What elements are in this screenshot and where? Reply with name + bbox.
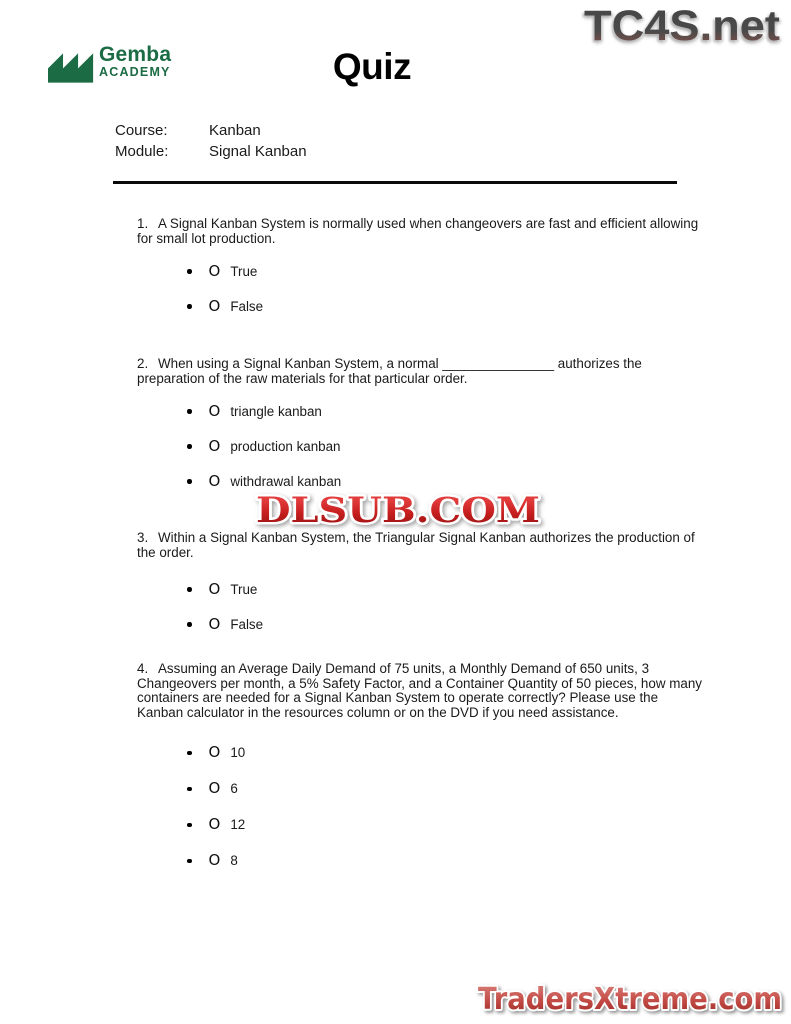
radio-glyph[interactable]: O bbox=[208, 402, 221, 421]
question-4-options bbox=[0, 745, 791, 868]
bullet-icon bbox=[187, 409, 192, 414]
course-meta bbox=[115, 121, 307, 162]
module-row bbox=[115, 142, 307, 163]
radio-glyph[interactable]: O bbox=[208, 779, 221, 798]
radio-glyph[interactable]: O bbox=[208, 851, 221, 870]
logo-subtitle: ACADEMY bbox=[99, 65, 171, 79]
tradersxtreme-watermark-text: TradersXtreme.com bbox=[478, 982, 782, 1017]
question-2: 2. When using a Signal Kanban System, a normal _______________ authorizes the preparation of the raw materials for that particular order. O triangle kanban O production kanban O withdrawal kanban bbox=[0, 357, 791, 509]
dlsub-watermark bbox=[248, 482, 548, 534]
answer-option-6[interactable] bbox=[187, 781, 791, 796]
bullet-icon bbox=[187, 479, 192, 484]
tc4s-watermark-text: TC4S.net bbox=[584, 2, 780, 50]
question-3: 3. Within a Signal Kanban System, the Triangular Signal Kanban authorizes the production of the order. O True O False bbox=[0, 531, 791, 652]
answer-option-false[interactable] bbox=[187, 617, 791, 632]
radio-glyph[interactable]: O bbox=[208, 472, 221, 491]
bullet-icon bbox=[187, 304, 192, 309]
radio-glyph[interactable]: O bbox=[208, 743, 221, 762]
radio-glyph[interactable]: O bbox=[208, 262, 221, 281]
tradersxtreme-watermark bbox=[473, 976, 789, 1022]
question-4-number: 4. bbox=[137, 661, 149, 676]
question-1-text: 1. A Signal Kanban System is normally used when changeovers are fast and efficient allowing bbox=[137, 216, 699, 231]
bullet-icon bbox=[187, 622, 192, 627]
question-4-text: 4. Assuming an Average Daily Demand of 75 units, a Monthly Demand of 650 units, 3 bbox=[137, 661, 650, 676]
answer-option-false[interactable] bbox=[187, 299, 791, 314]
option-label: 12 bbox=[230, 817, 246, 833]
question-1-options bbox=[0, 264, 791, 314]
option-label: True bbox=[230, 582, 258, 598]
bullet-icon bbox=[187, 787, 192, 792]
answer-option-8[interactable] bbox=[187, 853, 791, 868]
option-label: 10 bbox=[230, 745, 246, 761]
radio-glyph[interactable]: O bbox=[208, 815, 221, 834]
question-3-number: 3. bbox=[137, 530, 149, 545]
bullet-icon bbox=[187, 751, 192, 756]
answer-option-true[interactable] bbox=[187, 264, 791, 279]
question-3-text: 3. Within a Signal Kanban System, the Triangular Signal Kanban authorizes the production of bbox=[137, 530, 695, 545]
module-label: Module: bbox=[115, 142, 169, 160]
radio-glyph[interactable]: O bbox=[208, 297, 221, 316]
course-row bbox=[115, 121, 307, 142]
question-2-options bbox=[0, 404, 791, 489]
course-label: Course: bbox=[115, 122, 168, 139]
radio-glyph[interactable]: O bbox=[208, 437, 221, 456]
question-1: 1. A Signal Kanban System is normally used when changeovers are fast and efficient allowing for small lot production. O True O False bbox=[0, 217, 791, 334]
divider bbox=[113, 181, 677, 184]
logo-brand: Gemba bbox=[99, 43, 172, 66]
dlsub-watermark-text: DLSUB.COM bbox=[256, 490, 540, 531]
question-3-options bbox=[0, 582, 791, 632]
radio-glyph[interactable]: O bbox=[208, 615, 221, 634]
option-label: False bbox=[230, 617, 264, 633]
bullet-icon bbox=[187, 823, 192, 828]
radio-glyph[interactable]: O bbox=[208, 580, 221, 599]
page-title: Quiz bbox=[332, 46, 412, 87]
answer-option-triangle-kanban[interactable] bbox=[187, 404, 791, 419]
option-label: 6 bbox=[230, 781, 238, 797]
tc4s-watermark bbox=[580, 0, 785, 52]
module-value: Signal Kanban bbox=[209, 142, 307, 160]
question-4: 4. Assuming an Average Daily Demand of 75 units, a Monthly Demand of 650 units, 3 Changeovers per month, a 5% Safety Factor, and a Container Quantity of 50 pieces, how many containers are needed for a Signal Kanban System to operate correctly? Please use the Kanban calculator in the resources column or on the DVD if you need assistance. O 10 O 6 O 12 O 8 bbox=[0, 662, 791, 889]
bullet-icon bbox=[187, 859, 192, 864]
question-1-number: 1. bbox=[137, 216, 149, 231]
option-label: withdrawal kanban bbox=[230, 474, 342, 490]
course-value: Kanban bbox=[209, 122, 261, 139]
bullet-icon bbox=[187, 587, 192, 592]
answer-option-true[interactable] bbox=[187, 582, 791, 597]
option-label: triangle kanban bbox=[230, 404, 322, 420]
bullet-icon bbox=[187, 269, 192, 274]
answer-option-10[interactable] bbox=[187, 745, 791, 760]
question-2-number: 2. bbox=[137, 356, 149, 371]
option-label: True bbox=[230, 264, 258, 280]
answer-option-12[interactable] bbox=[187, 817, 791, 832]
option-label: 8 bbox=[230, 853, 238, 869]
question-2-text: 2. When using a Signal Kanban System, a normal _______________ authorizes the bbox=[137, 356, 642, 371]
answer-option-production-kanban[interactable] bbox=[187, 439, 791, 454]
bullet-icon bbox=[187, 444, 192, 449]
option-label: production kanban bbox=[230, 439, 341, 455]
option-label: False bbox=[230, 299, 264, 315]
